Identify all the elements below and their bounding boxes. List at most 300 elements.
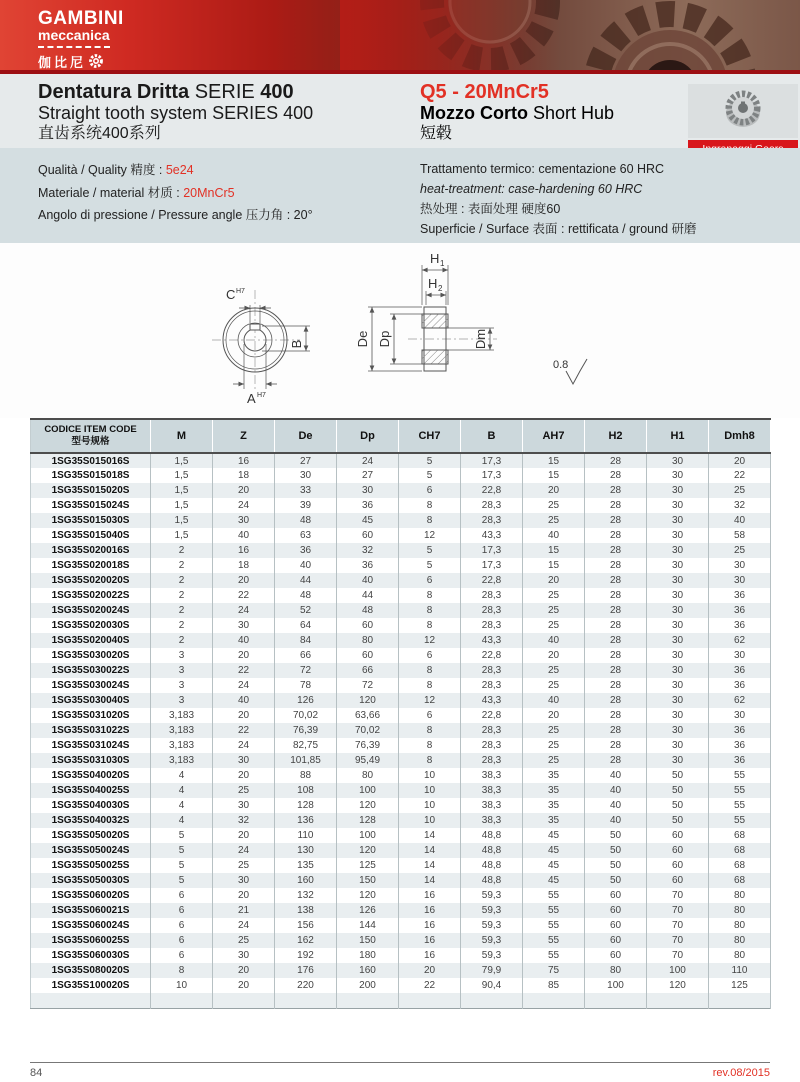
value-cell: 30 [647,528,709,543]
value-cell: 25 [523,603,585,618]
spec-heat-treatment-cn: 热处理 : 表面处理 硬度60 [420,202,561,216]
value-cell: 30 [647,738,709,753]
value-cell: 4 [151,813,213,828]
value-cell: 10 [151,978,213,993]
empty-cell [399,993,461,1008]
value-cell: 28,3 [461,663,523,678]
value-cell: 8 [399,513,461,528]
value-cell: 55 [523,933,585,948]
table-row [31,783,771,798]
revision-label: rev.08/2015 [712,1067,770,1079]
dim-label-b: B [289,339,304,349]
value-cell: 18 [213,558,275,573]
value-cell: 5 [151,858,213,873]
value-cell: 24 [213,678,275,693]
value-cell: 30 [647,483,709,498]
value-cell: 15 [523,468,585,483]
value-cell: 1,5 [151,468,213,483]
value-cell: 55 [709,783,771,798]
value-cell: 5 [399,558,461,573]
value-cell: 60 [647,873,709,888]
value-cell: 28,3 [461,618,523,633]
value-cell: 40 [275,558,337,573]
value-cell: 59,3 [461,903,523,918]
value-cell: 20 [213,648,275,663]
value-cell: 45 [523,828,585,843]
value-cell: 50 [585,873,647,888]
value-cell: 28 [585,453,647,468]
value-cell: 17,3 [461,453,523,468]
value-cell: 48,8 [461,858,523,873]
value-cell: 24 [213,738,275,753]
value-cell: 63,66 [337,708,399,723]
value-cell: 30 [647,573,709,588]
value-cell: 80 [709,918,771,933]
value-cell: 10 [399,768,461,783]
table-row [31,828,771,843]
value-cell: 38,3 [461,813,523,828]
value-cell: 6 [151,888,213,903]
value-cell: 24 [213,603,275,618]
spec-surface: Superficie / Surface 表面 : rettificata / ground 研磨 [420,222,697,236]
table-row [31,483,771,498]
empty-cell [585,993,647,1008]
item-code-cell: 1SG35S020020S [31,573,151,588]
value-cell: 25 [523,663,585,678]
value-cell: 28,3 [461,753,523,768]
value-cell: 59,3 [461,933,523,948]
value-cell: 162 [275,933,337,948]
value-cell: 40 [523,633,585,648]
value-cell: 132 [275,888,337,903]
value-cell: 60 [647,828,709,843]
value-cell: 50 [585,843,647,858]
page-number: 84 [30,1067,43,1079]
empty-cell [151,993,213,1008]
value-cell: 101,85 [275,753,337,768]
value-cell: 20 [213,888,275,903]
value-cell: 16 [213,453,275,468]
empty-cell [461,993,523,1008]
gear-icon [88,53,104,69]
value-cell: 25 [213,783,275,798]
roughness-value: 0.8 [553,359,569,371]
value-cell: 20 [213,483,275,498]
value-cell: 40 [337,573,399,588]
value-cell: 55 [523,903,585,918]
column-header-b: B [461,419,523,453]
value-cell: 82,75 [275,738,337,753]
value-cell: 28 [585,558,647,573]
value-cell: 15 [523,453,585,468]
value-cell: 160 [275,873,337,888]
value-cell: 75 [523,963,585,978]
item-code-cell: 1SG35S031022S [31,723,151,738]
value-cell: 28 [585,483,647,498]
value-cell: 20 [213,708,275,723]
value-cell: 1,5 [151,513,213,528]
item-code-cell: 1SG35S020018S [31,558,151,573]
value-cell: 22,8 [461,648,523,663]
specs-left [38,159,313,227]
value-cell: 20 [213,963,275,978]
value-cell: 60 [337,618,399,633]
value-cell: 6 [151,948,213,963]
value-cell: 28 [585,618,647,633]
value-cell: 12 [399,633,461,648]
table-row [31,708,771,723]
value-cell: 80 [709,948,771,963]
value-cell: 35 [523,813,585,828]
value-cell: 30 [213,753,275,768]
value-cell: 43,3 [461,693,523,708]
value-cell: 3 [151,678,213,693]
value-cell: 156 [275,918,337,933]
value-cell: 80 [709,888,771,903]
spec-material: Materiale / material 材质 : 20MnCr5 [38,185,235,200]
value-cell: 40 [523,693,585,708]
value-cell: 100 [337,783,399,798]
value-cell: 2 [151,603,213,618]
value-cell: 2 [151,618,213,633]
column-header-de: De [275,419,337,453]
table-row [31,453,771,468]
value-cell: 72 [275,663,337,678]
value-cell: 36 [709,738,771,753]
value-cell: 30 [647,453,709,468]
empty-cell [31,993,151,1008]
value-cell: 40 [709,513,771,528]
column-header-ah7: AH7 [523,419,585,453]
value-cell: 30 [647,723,709,738]
value-cell: 8 [399,618,461,633]
dim-label-a-tol: H7 [257,392,266,399]
table-row [31,798,771,813]
value-cell: 30 [213,618,275,633]
value-cell: 28 [585,663,647,678]
value-cell: 14 [399,858,461,873]
value-cell: 2 [151,573,213,588]
gear-photo [340,0,800,74]
item-code-cell: 1SG35S031024S [31,738,151,753]
value-cell: 22 [213,588,275,603]
value-cell: 48,8 [461,873,523,888]
value-cell: 17,3 [461,543,523,558]
title-chinese: 直齿系统400系列 [38,124,161,142]
item-code-cell: 1SG35S015020S [31,483,151,498]
technical-drawing [0,243,800,418]
value-cell: 45 [523,843,585,858]
column-header-dp: Dp [337,419,399,453]
hub-type-chinese: 短毂 [420,124,453,142]
item-code-cell: 1SG35S100020S [31,978,151,993]
table-row [31,903,771,918]
table-row [31,873,771,888]
value-cell: 120 [337,798,399,813]
value-cell: 60 [585,933,647,948]
value-cell: 60 [585,918,647,933]
value-cell: 22 [213,723,275,738]
value-cell: 48 [337,603,399,618]
value-cell: 5 [399,468,461,483]
value-cell: 6 [399,708,461,723]
table-row [31,603,771,618]
value-cell: 160 [337,963,399,978]
table-row [31,588,771,603]
value-cell: 38,3 [461,798,523,813]
value-cell: 45 [523,858,585,873]
column-header-h2: H2 [585,419,647,453]
value-cell: 4 [151,798,213,813]
value-cell: 60 [337,528,399,543]
value-cell: 3,183 [151,738,213,753]
quality-title [420,81,614,144]
value-cell: 17,3 [461,558,523,573]
value-cell: 20 [523,483,585,498]
value-cell: 28 [585,468,647,483]
value-cell: 28 [585,678,647,693]
value-cell: 60 [585,903,647,918]
table-row [31,543,771,558]
spec-heat-treatment-it: Trattamento termico: cementazione 60 HRC [420,162,665,176]
item-code-cell: 1SG35S030020S [31,648,151,663]
empty-cell [647,993,709,1008]
value-cell: 85 [523,978,585,993]
item-code-cell: 1SG35S040020S [31,768,151,783]
value-cell: 30 [709,558,771,573]
value-cell: 17,3 [461,468,523,483]
value-cell: 68 [709,858,771,873]
value-cell: 40 [585,768,647,783]
value-cell: 59,3 [461,948,523,963]
value-cell: 136 [275,813,337,828]
value-cell: 3 [151,663,213,678]
value-cell: 18 [213,468,275,483]
value-cell: 100 [647,963,709,978]
value-cell: 16 [399,888,461,903]
value-cell: 36 [275,543,337,558]
value-cell: 30 [647,678,709,693]
value-cell: 60 [647,843,709,858]
value-cell: 55 [523,948,585,963]
value-cell: 36 [709,618,771,633]
value-cell: 28 [585,633,647,648]
value-cell: 30 [647,693,709,708]
value-cell: 62 [709,633,771,648]
value-cell: 20 [523,648,585,663]
value-cell: 80 [337,768,399,783]
spec-material-value: 20MnCr5 [183,185,235,200]
value-cell: 120 [337,693,399,708]
value-cell: 25 [523,498,585,513]
column-header-h1: H1 [647,419,709,453]
value-cell: 25 [213,933,275,948]
item-code-cell: 1SG35S040032S [31,813,151,828]
brand-logo [38,9,124,71]
value-cell: 30 [709,573,771,588]
item-code-cell: 1SG35S040025S [31,783,151,798]
value-cell: 6 [399,483,461,498]
value-cell: 70,02 [275,708,337,723]
value-cell: 38,3 [461,768,523,783]
value-cell: 3,183 [151,723,213,738]
value-cell: 130 [275,843,337,858]
dim-label-h1-sub: 1 [440,259,445,268]
value-cell: 25 [523,513,585,528]
value-cell: 76,39 [337,738,399,753]
value-cell: 144 [337,918,399,933]
value-cell: 55 [523,888,585,903]
item-code-cell: 1SG35S020016S [31,543,151,558]
value-cell: 68 [709,828,771,843]
item-code-cell: 1SG35S030040S [31,693,151,708]
item-code-cell: 1SG35S020040S [31,633,151,648]
value-cell: 1,5 [151,453,213,468]
item-code-cell: 1SG35S020022S [31,588,151,603]
value-cell: 15 [523,558,585,573]
value-cell: 28 [585,588,647,603]
value-cell: 8 [399,723,461,738]
empty-cell [275,993,337,1008]
value-cell: 28,3 [461,723,523,738]
value-cell: 80 [709,903,771,918]
value-cell: 63 [275,528,337,543]
hub-type: Mozzo Corto Short Hub [420,103,615,123]
table-row [31,813,771,828]
table-row [31,618,771,633]
spec-pressure-angle: Angolo di pressione / Pressure angle 压力角 : 20° [38,208,313,222]
value-cell: 30 [647,513,709,528]
value-cell: 70 [647,903,709,918]
dim-label-h2: H [428,276,438,291]
item-code-cell: 1SG35S040030S [31,798,151,813]
item-code-cell: 1SG35S050020S [31,828,151,843]
item-code-cell: 1SG35S015016S [31,453,151,468]
value-cell: 36 [709,588,771,603]
column-header-m: M [151,419,213,453]
item-code-cell: 1SG35S030024S [31,678,151,693]
table-row [31,933,771,948]
value-cell: 60 [585,888,647,903]
gear-spec-table [30,418,771,1009]
value-cell: 180 [337,948,399,963]
table-row [31,723,771,738]
value-cell: 20 [213,978,275,993]
value-cell: 48,8 [461,828,523,843]
value-cell: 50 [647,798,709,813]
value-cell: 80 [337,633,399,648]
item-code-cell: 1SG35S060021S [31,903,151,918]
value-cell: 70 [647,933,709,948]
item-code-cell: 1SG35S080020S [31,963,151,978]
value-cell: 88 [275,768,337,783]
item-code-cell: 1SG35S050024S [31,843,151,858]
value-cell: 55 [709,768,771,783]
item-code-cell: 1SG35S050025S [31,858,151,873]
value-cell: 30 [213,798,275,813]
value-cell: 1,5 [151,528,213,543]
empty-cell [709,993,771,1008]
value-cell: 14 [399,873,461,888]
value-cell: 27 [337,468,399,483]
value-cell: 44 [337,588,399,603]
value-cell: 36 [709,663,771,678]
value-cell: 5 [151,828,213,843]
value-cell: 50 [647,813,709,828]
value-cell: 28,3 [461,588,523,603]
spec-quality: Qualità / Quality 精度 : 5e24 [38,163,194,177]
value-cell: 5 [399,543,461,558]
value-cell: 2 [151,588,213,603]
value-cell: 200 [337,978,399,993]
value-cell: 39 [275,498,337,513]
value-cell: 21 [213,903,275,918]
value-cell: 5 [151,843,213,858]
value-cell: 48 [275,588,337,603]
value-cell: 36 [709,723,771,738]
value-cell: 30 [647,468,709,483]
value-cell: 52 [275,603,337,618]
value-cell: 24 [213,498,275,513]
value-cell: 59,3 [461,918,523,933]
value-cell: 150 [337,873,399,888]
value-cell: 50 [647,768,709,783]
value-cell: 40 [213,528,275,543]
dim-label-de: De [355,330,370,348]
value-cell: 22 [399,978,461,993]
value-cell: 2 [151,633,213,648]
dim-label-h1: H [430,251,440,266]
empty-cell [523,993,585,1008]
value-cell: 28 [585,543,647,558]
value-cell: 4 [151,768,213,783]
value-cell: 128 [337,813,399,828]
value-cell: 28,3 [461,498,523,513]
logo-divider [38,46,110,48]
value-cell: 30 [647,753,709,768]
empty-cell [337,993,399,1008]
value-cell: 8 [399,663,461,678]
value-cell: 48,8 [461,843,523,858]
value-cell: 25 [709,483,771,498]
value-cell: 28 [585,603,647,618]
value-cell: 25 [523,618,585,633]
value-cell: 6 [399,648,461,663]
value-cell: 80 [585,963,647,978]
value-cell: 62 [709,693,771,708]
value-cell: 30 [647,633,709,648]
value-cell: 126 [337,903,399,918]
value-cell: 30 [647,588,709,603]
value-cell: 58 [709,528,771,543]
value-cell: 60 [337,648,399,663]
empty-row [31,993,771,1008]
title-english: Straight tooth system SERIES 400 [38,103,314,123]
value-cell: 25 [523,588,585,603]
value-cell: 3 [151,648,213,663]
value-cell: 120 [337,843,399,858]
value-cell: 43,3 [461,528,523,543]
product-thumbnail [688,84,798,138]
value-cell: 35 [523,768,585,783]
specs-band [0,148,800,243]
value-cell: 150 [337,933,399,948]
item-code-cell: 1SG35S050030S [31,873,151,888]
table-row [31,498,771,513]
value-cell: 90,4 [461,978,523,993]
value-cell: 50 [585,828,647,843]
empty-cell [213,993,275,1008]
